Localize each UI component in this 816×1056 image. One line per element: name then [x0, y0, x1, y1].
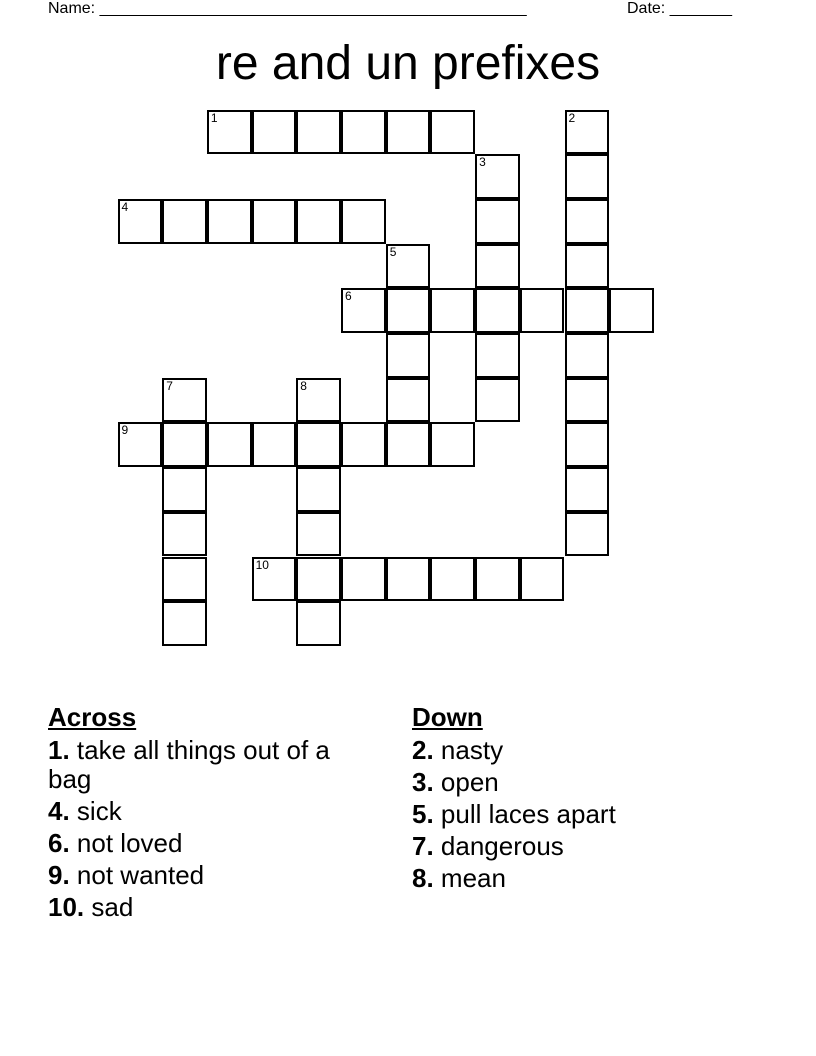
- grid-cell[interactable]: [162, 512, 207, 557]
- grid-cell[interactable]: [475, 199, 520, 244]
- clue-number: 7.: [412, 831, 434, 861]
- clue-number: 10.: [48, 892, 85, 922]
- grid-cell[interactable]: [386, 288, 431, 333]
- clue-across-4: [48, 797, 378, 826]
- cell-number: 1: [210, 110, 218, 125]
- grid-cell[interactable]: [162, 467, 207, 512]
- grid-cell[interactable]: [520, 557, 565, 602]
- grid-cell[interactable]: [341, 199, 386, 244]
- clue-down-5: [412, 800, 772, 829]
- grid-cell[interactable]: [475, 378, 520, 423]
- grid-cell[interactable]: [162, 557, 207, 602]
- clue-text: dangerous: [440, 831, 564, 861]
- grid-cell[interactable]: [565, 422, 610, 467]
- grid-cell[interactable]: [162, 601, 207, 646]
- grid-cell[interactable]: [565, 288, 610, 333]
- grid-cell[interactable]: [565, 244, 610, 289]
- clue-number: 6.: [48, 828, 70, 858]
- grid-cell[interactable]: [386, 378, 431, 423]
- grid-cell[interactable]: [386, 110, 431, 155]
- grid-cell[interactable]: [296, 199, 341, 244]
- grid-cell[interactable]: [296, 378, 341, 423]
- grid-cell[interactable]: [341, 422, 386, 467]
- grid-cell[interactable]: [565, 154, 610, 199]
- clue-text: sick: [76, 796, 122, 826]
- grid-cell[interactable]: [430, 288, 475, 333]
- grid-cell[interactable]: [430, 110, 475, 155]
- clue-number: 9.: [48, 860, 70, 890]
- grid-cell[interactable]: [475, 557, 520, 602]
- grid-cell[interactable]: [252, 110, 297, 155]
- grid-cell[interactable]: [296, 557, 341, 602]
- clue-across-9: [48, 861, 378, 890]
- grid-cell[interactable]: [296, 467, 341, 512]
- grid-cell[interactable]: [252, 557, 297, 602]
- date-field-label: Date: _______: [627, 0, 732, 17]
- grid-cell[interactable]: [296, 512, 341, 557]
- across-clues: [48, 702, 378, 925]
- grid-cell[interactable]: [252, 422, 297, 467]
- grid-cell[interactable]: [565, 467, 610, 512]
- cell-number: 9: [121, 423, 129, 438]
- clue-text: take all things out of a bag: [48, 735, 330, 794]
- clue-across-1: [48, 736, 378, 794]
- grid-cell[interactable]: [207, 199, 252, 244]
- grid-cell[interactable]: [341, 557, 386, 602]
- clue-across-10: [48, 893, 378, 922]
- clue-number: 1.: [48, 735, 70, 765]
- grid-cell[interactable]: [475, 333, 520, 378]
- clue-number: 3.: [412, 767, 434, 797]
- grid-cell[interactable]: [118, 199, 163, 244]
- clue-down-7: [412, 832, 772, 861]
- cell-number: 6: [345, 289, 352, 304]
- clue-text: sad: [91, 892, 134, 922]
- grid-cell[interactable]: [386, 244, 431, 289]
- grid-cell[interactable]: [565, 110, 610, 155]
- grid-cell[interactable]: [162, 422, 207, 467]
- grid-cell[interactable]: [207, 110, 252, 155]
- name-field-label: Name: ________________________________________________: [48, 0, 527, 17]
- grid-cell[interactable]: [296, 601, 341, 646]
- grid-cell[interactable]: [475, 244, 520, 289]
- grid-cell[interactable]: [118, 422, 163, 467]
- clue-number: 2.: [412, 735, 434, 765]
- grid-cell[interactable]: [162, 378, 207, 423]
- cell-number: 4: [121, 199, 129, 214]
- grid-cell[interactable]: [520, 288, 565, 333]
- across-heading: Across: [48, 702, 137, 732]
- grid-cell[interactable]: [430, 422, 475, 467]
- grid-cell[interactable]: [475, 288, 520, 333]
- clue-text: nasty: [440, 735, 504, 765]
- grid-cell[interactable]: [386, 422, 431, 467]
- page-title: re and un prefixes: [215, 37, 601, 90]
- grid-cell[interactable]: [296, 422, 341, 467]
- grid-cell[interactable]: [386, 557, 431, 602]
- down-clues: [412, 702, 772, 896]
- cell-number: 2: [568, 110, 576, 125]
- grid-cell[interactable]: [565, 512, 610, 557]
- clue-down-8: [412, 864, 772, 893]
- cell-number: 5: [389, 244, 397, 259]
- clue-number: 4.: [48, 796, 70, 826]
- grid-cell[interactable]: [162, 199, 207, 244]
- clue-down-2: [412, 736, 772, 765]
- grid-cell[interactable]: [207, 422, 252, 467]
- cell-number: 8: [300, 378, 307, 393]
- grid-cell[interactable]: [565, 199, 610, 244]
- clue-text: open: [440, 767, 499, 797]
- down-heading: Down: [412, 702, 483, 732]
- cell-number: 7: [166, 378, 173, 393]
- clue-text: mean: [440, 863, 506, 893]
- clue-number: 5.: [412, 799, 434, 829]
- grid-cell[interactable]: [252, 199, 297, 244]
- grid-cell[interactable]: [341, 288, 386, 333]
- grid-cell[interactable]: [296, 110, 341, 155]
- clue-down-3: [412, 768, 772, 797]
- grid-cell[interactable]: [430, 557, 475, 602]
- grid-cell[interactable]: [565, 378, 610, 423]
- cell-number: 10: [255, 557, 269, 572]
- clue-across-6: [48, 829, 378, 858]
- grid-cell[interactable]: [565, 333, 610, 378]
- grid-cell[interactable]: [341, 110, 386, 155]
- clue-number: 8.: [412, 863, 434, 893]
- grid-cell[interactable]: [386, 333, 431, 378]
- cell-number: 3: [479, 155, 486, 170]
- grid-cell[interactable]: [475, 154, 520, 199]
- clue-text: pull laces apart: [440, 799, 616, 829]
- grid-cell[interactable]: [609, 288, 654, 333]
- clue-text: not wanted: [76, 860, 205, 890]
- clue-text: not loved: [76, 828, 183, 858]
